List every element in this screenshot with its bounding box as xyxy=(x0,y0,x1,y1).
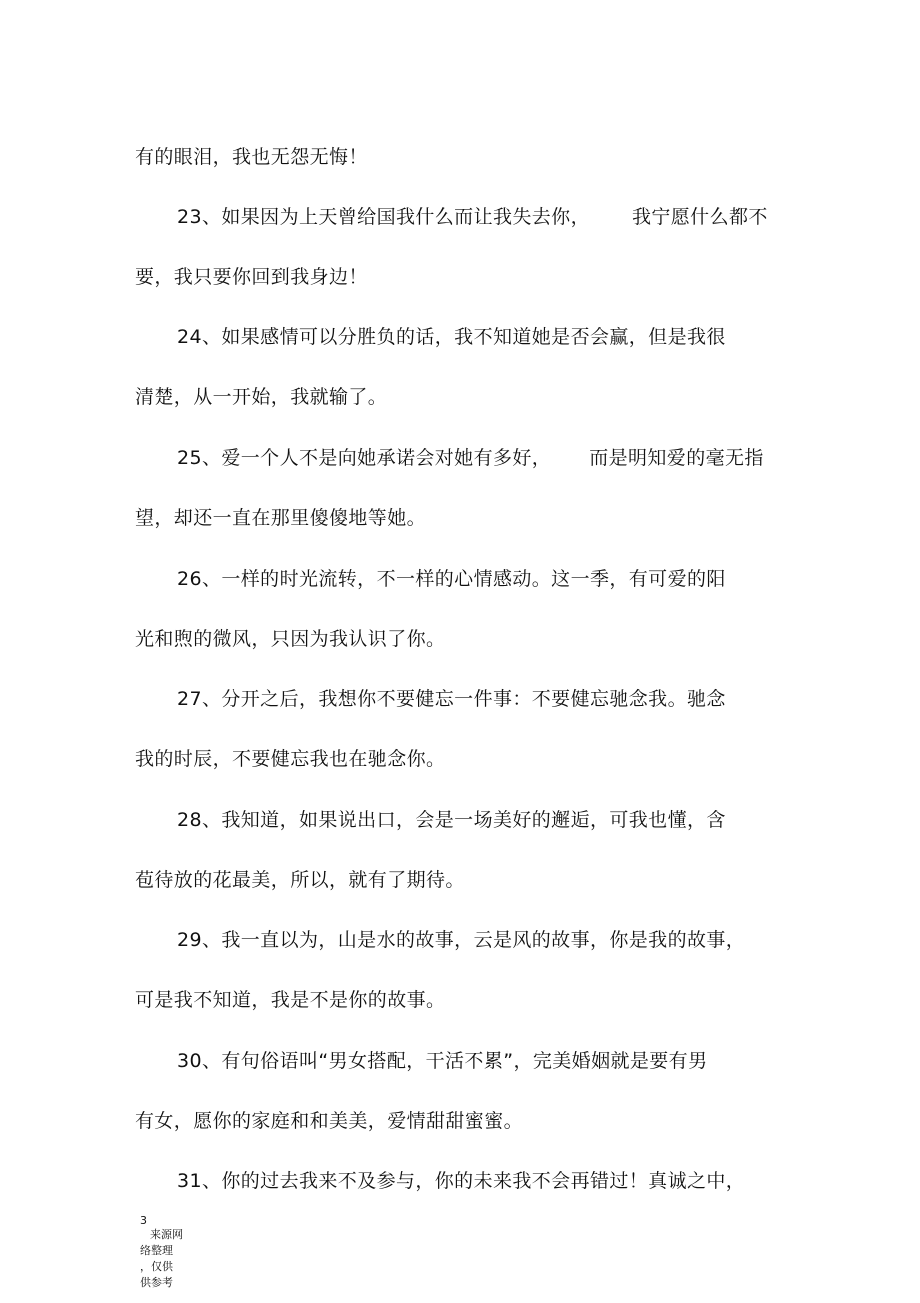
text-line: 31、你的过去我来不及参与，你的未来我不会再错过！真诚之中， xyxy=(177,1170,746,1192)
footer-note-line: 供参考 xyxy=(140,1276,173,1289)
text-line: 光和煦的微风，只因为我认识了你。 xyxy=(135,628,446,650)
text-line: 苞待放的花最美，所以，就有了期待。 xyxy=(135,869,465,891)
text-line: 28、我知道，如果说出口，会是一场美好的邂逅，可我也懂，含 xyxy=(177,809,726,831)
footer-note-line: ，仅供 xyxy=(140,1260,173,1273)
text-segment: 而是明知爱的毫无指 xyxy=(589,447,764,469)
text-line: 可是我不知道，我是不是你的故事。 xyxy=(135,989,446,1011)
text-line: 26、一样的时光流转，不一样的心情感动。这一季，有可爱的阳 xyxy=(177,568,726,590)
text-line xyxy=(177,205,768,229)
text-line: 要，我只要你回到我身边！ xyxy=(135,266,368,288)
text-line: 24、如果感情可以分胜负的话，我不知道她是否会赢，但是我很 xyxy=(177,326,726,348)
text-line: 27、分开之后，我想你不要健忘一件事：不要健忘驰念我。驰念 xyxy=(177,688,726,710)
text-line: 有女，愿你的家庭和和美美，爱情甜甜蜜蜜。 xyxy=(135,1110,524,1132)
footer-note-line: 来源网 xyxy=(150,1228,183,1241)
text-line: 29、我一直以为，山是水的故事，云是风的故事，你是我的故事， xyxy=(177,929,746,951)
text-segment: 25、爱一个人不是向她承诺会对她有多好， xyxy=(177,447,552,469)
text-segment: 23、如果因为上天曾给国我什么而让我失去你， xyxy=(177,206,590,228)
footer-note-line: 络整理 xyxy=(140,1244,173,1257)
text-line: 我的时辰，不要健忘我也在驰念你。 xyxy=(135,748,446,770)
text-line: 30、有句俗语叫“男女搭配，干活不累”，完美婚姻就是要有男 xyxy=(177,1050,708,1072)
text-segment: 我宁愿什么都不 xyxy=(631,206,768,228)
text-line: 望，却还一直在那里傻傻地等她。 xyxy=(135,507,427,529)
text-line: 清楚，从一开始，我就输了。 xyxy=(135,386,388,408)
text-line xyxy=(177,446,764,470)
page-number: 3 xyxy=(140,1214,147,1227)
text-line: 有的眼泪，我也无怨无悔！ xyxy=(135,146,368,168)
